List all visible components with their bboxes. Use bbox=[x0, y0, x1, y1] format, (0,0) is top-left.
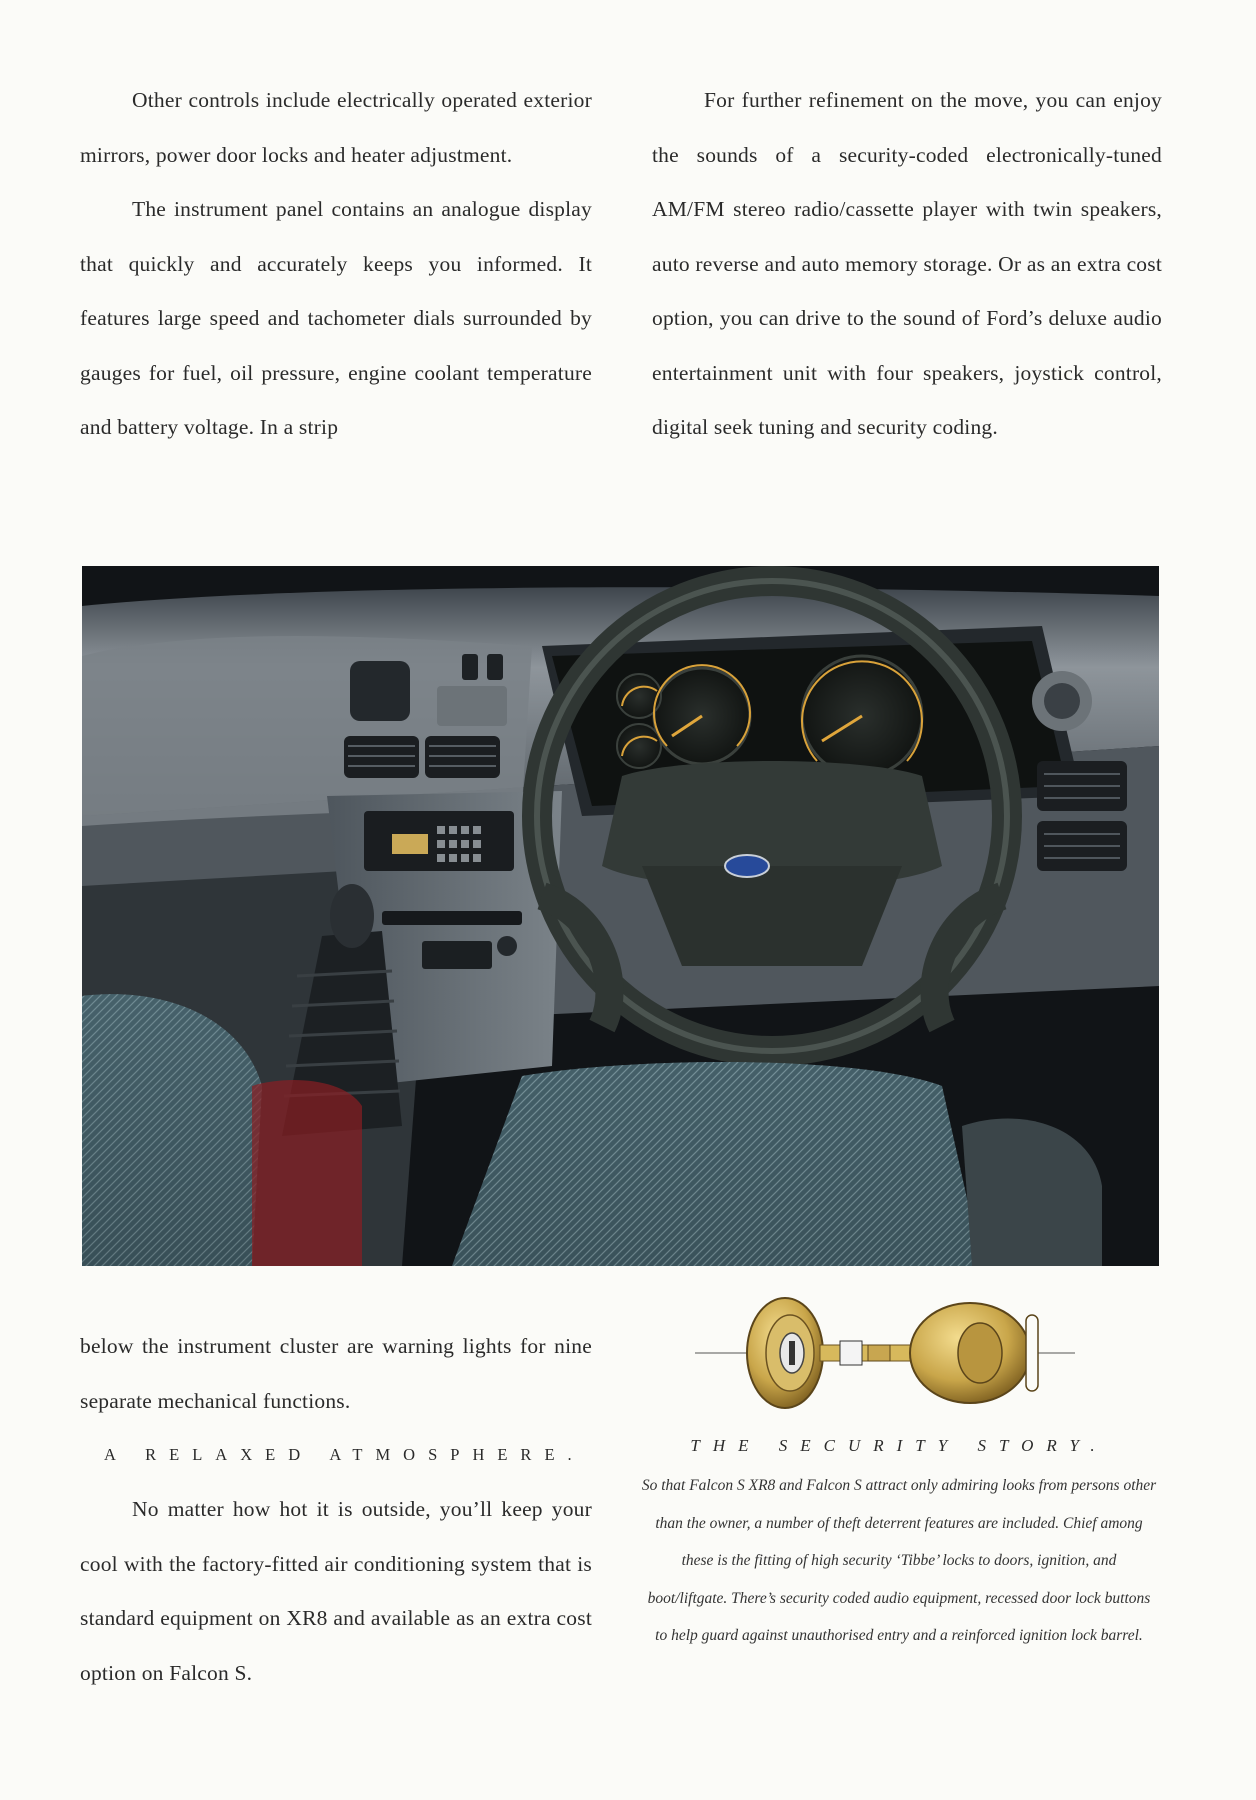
paragraph-warning-lights: below the instrument cluster are warning lights for nine separate mechanical functions. bbox=[80, 1334, 592, 1413]
key-lock-illustration bbox=[690, 1285, 1080, 1415]
paragraph-controls: Other controls include electrically operated exterior mirrors, power door locks and heater adjustment. bbox=[80, 88, 592, 167]
security-story-title: THE SECURITY STORY. bbox=[690, 1436, 1108, 1455]
paragraph-audio: For further refinement on the move, you can enjoy the sounds of a security-coded electronically-tuned AM/FM stereo radio/cassette player with twin speakers, auto reverse and auto memory storage. Or as an extra cost option, you can drive to the sound of Ford’s deluxe audio entertainment unit with four speakers, joystick control, digital seek tuning and security coding. bbox=[652, 88, 1162, 439]
security-story-body: So that Falcon S XR8 and Falcon S attract only admiring looks from persons other than the owner, a number of theft deterrent features are included. Chief among these is the fitting of high security ‘Tibbe’ locks to doors, ignition, and boot/liftgate. There’s security coded audio equipment, recessed door lock buttons to help guard against unauthorised entry and a reinforced ignition lock barrel. bbox=[641, 1477, 1157, 1644]
security-story bbox=[636, 1425, 1162, 1655]
text-column-top-left bbox=[80, 73, 592, 455]
paragraph-air-conditioning: No matter how hot it is outside, you’ll keep your cool with the factory-fitted air conditioning system that is standard equipment on XR8 and available as an extra cost option on Falcon S. bbox=[80, 1497, 592, 1685]
paragraph-instrument-panel: The instrument panel contains an analogue display that quickly and accurately keeps you informed. It features large speed and tachometer dials surrounded by gauges for fuel, oil pressure, engine coolant temperature and battery voltage. In a strip bbox=[80, 197, 592, 439]
dashboard-photo bbox=[82, 566, 1159, 1266]
section-heading-relaxed-atmosphere: A RELAXED ATMOSPHERE. bbox=[104, 1445, 585, 1464]
text-column-bottom-left bbox=[80, 1319, 592, 1700]
text-column-top-right bbox=[652, 73, 1162, 455]
